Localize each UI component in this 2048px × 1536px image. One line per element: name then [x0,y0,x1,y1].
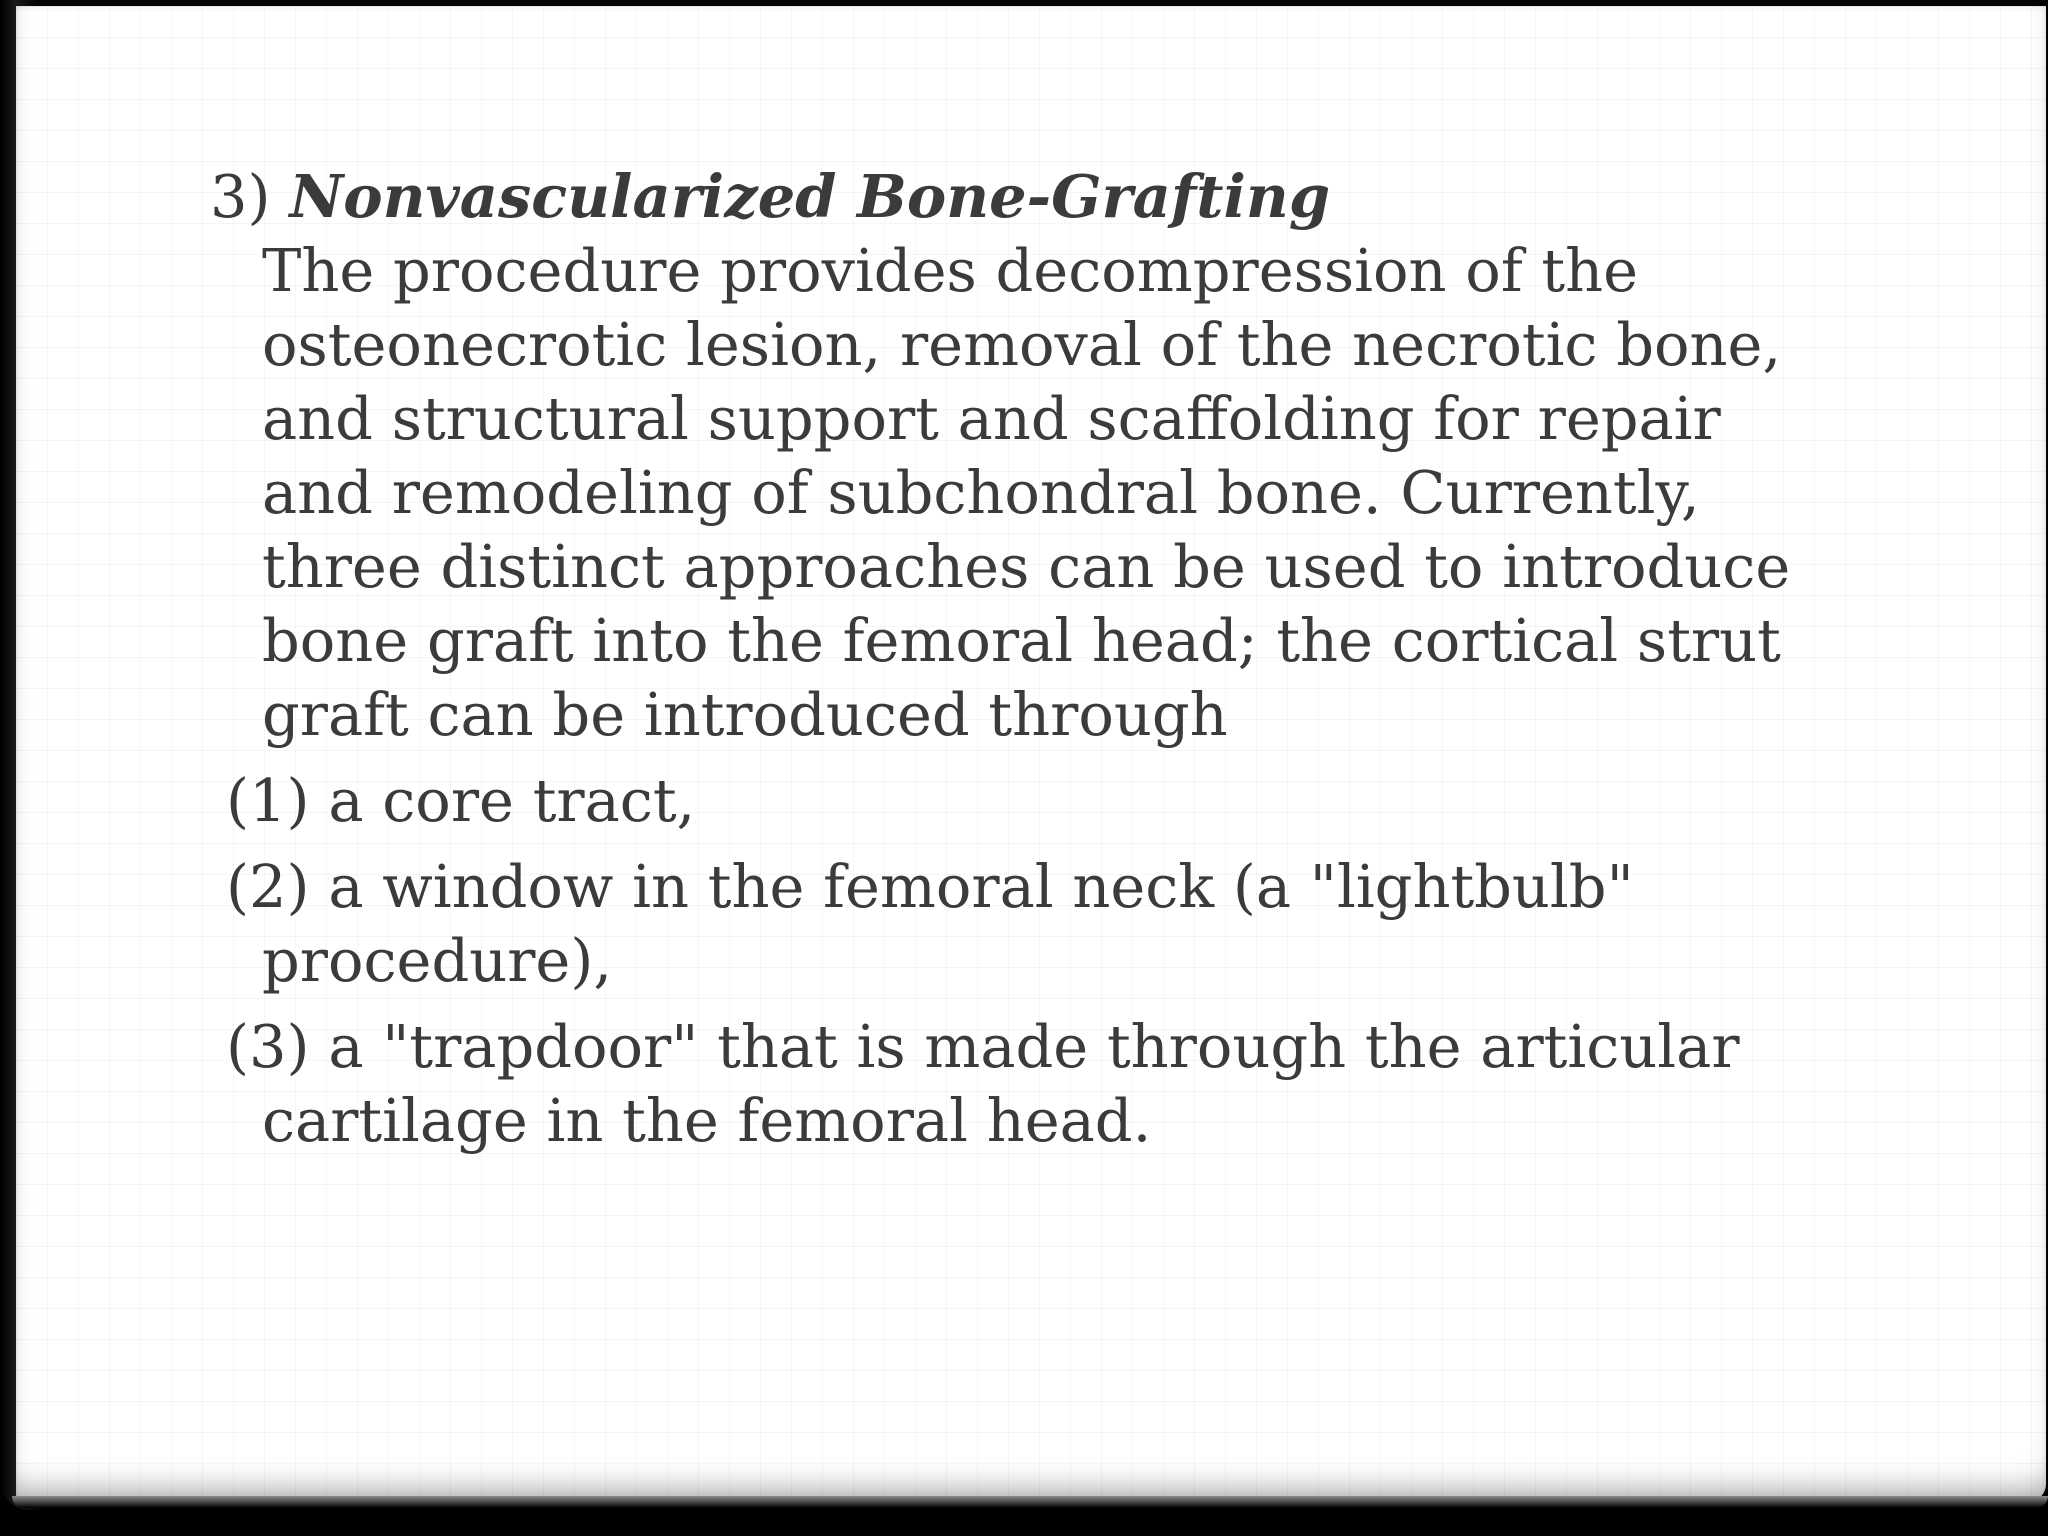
bottom-edge-shadow [12,1496,2048,1508]
heading-number: 3) [210,162,271,231]
heading-title: Nonvascularized Bone-Grafting [289,162,1331,231]
section-heading [210,160,1850,234]
procedure-description: The procedure provides decompression of the osteonecrotic lesion, removal of the necrotic bone, and structural support and scaffolding for repair and remodeling of subchondral bone. Currently, three distinct approaches can be used to introduce bone graft into the femoral head; the cortical strut graft can be introduced through [262,236,1791,749]
list-item: (3) a "trapdoor" that is made through the articular cartilage in the femoral head. [226,1012,1740,1155]
slide-content [210,160,1850,1158]
list-item: (1) a core tract, [226,766,696,835]
list-item: (2) a window in the femoral neck (a "lightbulb" procedure), [226,852,1634,995]
